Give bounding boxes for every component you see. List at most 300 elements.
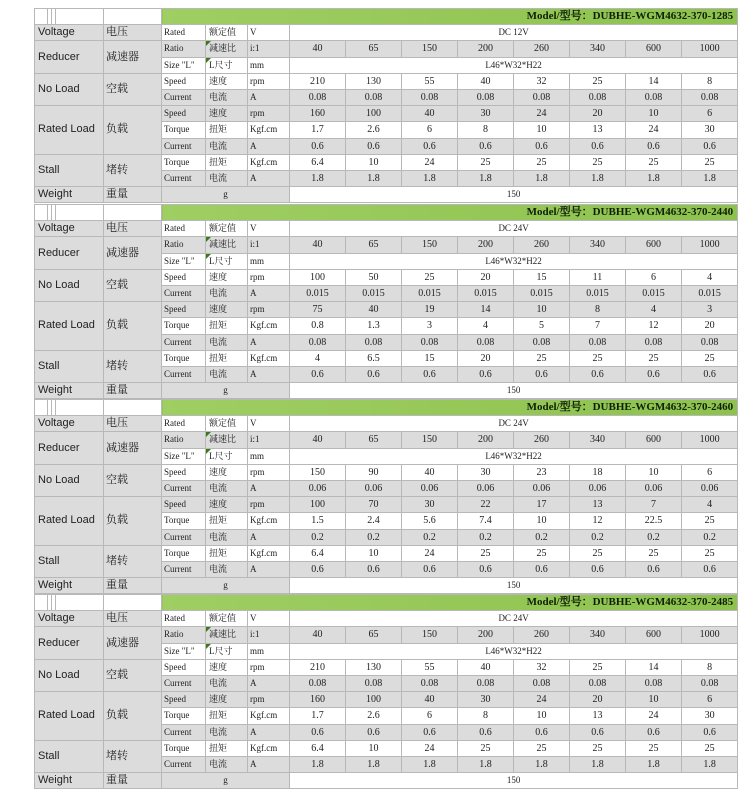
- size-value: L46*W32*H22: [290, 57, 738, 73]
- ratio-value: 600: [626, 627, 682, 643]
- noload-speed-value: 40: [402, 464, 458, 480]
- rated-speed-value: 100: [346, 692, 402, 708]
- current-label-cn: 电流: [206, 562, 248, 578]
- stall-label-cn: 堵转: [104, 154, 162, 186]
- speed-unit: rpm: [248, 106, 290, 122]
- rated-speed-value: 4: [682, 497, 738, 513]
- ratio-unit: i:1: [248, 432, 290, 448]
- noload-current-value: 0.08: [514, 90, 570, 106]
- weight-label-cn: 重量: [104, 383, 162, 399]
- reducer-label: Reducer: [35, 627, 104, 659]
- ratio-value: 260: [514, 432, 570, 448]
- rated-torque-value: 2.6: [346, 708, 402, 724]
- stall-torque-value: 25: [626, 350, 682, 366]
- noload-current-value: 0.08: [682, 676, 738, 692]
- rated-torque-value: 2.4: [346, 513, 402, 529]
- speed-label: Speed: [162, 106, 206, 122]
- ratio-value: 1000: [682, 41, 738, 57]
- rated-speed-value: 17: [514, 497, 570, 513]
- rated-current-value: 0.6: [458, 138, 514, 154]
- ratio-value: 65: [346, 627, 402, 643]
- voltage-label-cn: 电压: [104, 611, 162, 627]
- noload-speed-row: [35, 269, 738, 285]
- current-label: Current: [162, 286, 206, 302]
- rated-speed-value: 30: [458, 106, 514, 122]
- rated-torque-value: 1.3: [346, 318, 402, 334]
- noload-current-value: 0.08: [514, 676, 570, 692]
- current-label: Current: [162, 334, 206, 350]
- stall-current-value: 0.6: [626, 367, 682, 383]
- reducer-label: Reducer: [35, 237, 104, 269]
- noload-speed-value: 55: [402, 659, 458, 675]
- ratio-value: 40: [290, 41, 346, 57]
- stall-current-value: 1.8: [570, 757, 626, 773]
- size-value: L46*W32*H22: [290, 253, 738, 269]
- size-label-cn: L尺寸: [206, 57, 248, 73]
- rated-torque-value: 10: [514, 513, 570, 529]
- speed-label-cn: 速度: [206, 464, 248, 480]
- current-label-cn: 电流: [206, 676, 248, 692]
- noload-label-cn: 空载: [104, 464, 162, 496]
- rated-speed-value: 100: [290, 497, 346, 513]
- torque-label-cn: 扭矩: [206, 318, 248, 334]
- stall-current-value: 0.6: [514, 367, 570, 383]
- noload-speed-value: 100: [290, 269, 346, 285]
- ratio-value: 1000: [682, 627, 738, 643]
- ratio-value: 65: [346, 432, 402, 448]
- noload-speed-value: 40: [458, 73, 514, 89]
- stall-label: Stall: [35, 154, 104, 186]
- noload-speed-value: 6: [682, 464, 738, 480]
- size-label: Size "L": [162, 253, 206, 269]
- model-row: [35, 9, 738, 25]
- ratedload-label-cn: 负载: [104, 692, 162, 741]
- rated-current-value: 0.08: [290, 334, 346, 350]
- current-label-cn: 电流: [206, 138, 248, 154]
- ratedload-label: Rated Load: [35, 692, 104, 741]
- noload-speed-value: 50: [346, 269, 402, 285]
- ratio-value: 40: [290, 627, 346, 643]
- ratio-value: 1000: [682, 432, 738, 448]
- rated-current-value: 0.6: [402, 138, 458, 154]
- current-label-cn: 电流: [206, 481, 248, 497]
- stall-torque-value: 25: [458, 545, 514, 561]
- ratio-row: [35, 627, 738, 643]
- voltage-row: [35, 611, 738, 627]
- rated-torque-value: 22.5: [626, 513, 682, 529]
- noload-current-value: 0.08: [570, 676, 626, 692]
- speed-unit: rpm: [248, 269, 290, 285]
- noload-speed-value: 8: [682, 659, 738, 675]
- current-unit: A: [248, 171, 290, 187]
- noload-speed-value: 150: [290, 464, 346, 480]
- model-title: Model/型号：DUBHE-WGM4632-370-2485: [162, 595, 738, 611]
- noload-current-value: 0.08: [346, 90, 402, 106]
- rated-current-value: 0.6: [626, 138, 682, 154]
- stall-torque-value: 25: [682, 350, 738, 366]
- rated-speed-value: 20: [570, 692, 626, 708]
- stall-torque-value: 25: [514, 350, 570, 366]
- noload-speed-value: 8: [682, 73, 738, 89]
- rated-current-value: 0.2: [290, 529, 346, 545]
- spec-table-2: [34, 204, 738, 399]
- noload-speed-value: 11: [570, 269, 626, 285]
- rated-speed-value: 22: [458, 497, 514, 513]
- voltage-value: DC 24V: [290, 611, 738, 627]
- current-label: Current: [162, 138, 206, 154]
- current-unit: A: [248, 676, 290, 692]
- stall-torque-value: 6.4: [290, 545, 346, 561]
- ratio-value: 600: [626, 237, 682, 253]
- rated-current-value: 0.2: [682, 529, 738, 545]
- torque-unit: Kgf.cm: [248, 708, 290, 724]
- size-label: Size "L": [162, 448, 206, 464]
- stall-current-value: 1.8: [290, 171, 346, 187]
- current-label: Current: [162, 676, 206, 692]
- current-label-cn: 电流: [206, 367, 248, 383]
- rated-label-cn: 额定值: [206, 416, 248, 432]
- rated-current-value: 0.6: [626, 724, 682, 740]
- torque-label: Torque: [162, 740, 206, 756]
- noload-speed-row: [35, 464, 738, 480]
- rated-speed-value: 10: [514, 302, 570, 318]
- speed-label: Speed: [162, 497, 206, 513]
- noload-current-value: 0.08: [626, 90, 682, 106]
- ratio-value: 340: [570, 41, 626, 57]
- stall-current-value: 0.6: [626, 562, 682, 578]
- torque-label-cn: 扭矩: [206, 154, 248, 170]
- reducer-label: Reducer: [35, 41, 104, 73]
- voltage-label: Voltage: [35, 416, 104, 432]
- rated-label: Rated: [162, 416, 206, 432]
- torque-unit: Kgf.cm: [248, 318, 290, 334]
- speed-label: Speed: [162, 659, 206, 675]
- rated-torque-value: 20: [682, 318, 738, 334]
- voltage-row: [35, 221, 738, 237]
- torque-label-cn: 扭矩: [206, 740, 248, 756]
- weight-unit: g: [162, 578, 290, 594]
- ratio-value: 340: [570, 237, 626, 253]
- weight-label: Weight: [35, 187, 104, 203]
- size-unit: mm: [248, 57, 290, 73]
- current-label: Current: [162, 367, 206, 383]
- stall-torque-value: 24: [402, 545, 458, 561]
- torque-label: Torque: [162, 350, 206, 366]
- noload-speed-value: 90: [346, 464, 402, 480]
- stall-current-value: 1.8: [514, 757, 570, 773]
- speed-unit: rpm: [248, 464, 290, 480]
- reducer-label-cn: 减速器: [104, 432, 162, 464]
- ratedload-label-cn: 负载: [104, 302, 162, 351]
- noload-speed-value: 32: [514, 73, 570, 89]
- voltage-value: DC 24V: [290, 221, 738, 237]
- ratio-value: 150: [402, 432, 458, 448]
- ratio-row: [35, 41, 738, 57]
- torque-unit: Kgf.cm: [248, 545, 290, 561]
- model-row: [35, 205, 738, 221]
- noload-speed-value: 210: [290, 659, 346, 675]
- ratio-value: 200: [458, 41, 514, 57]
- rated-speed-value: 10: [626, 106, 682, 122]
- torque-unit: Kgf.cm: [248, 154, 290, 170]
- ratio-value: 200: [458, 432, 514, 448]
- stall-torque-value: 10: [346, 545, 402, 561]
- rated-torque-value: 13: [570, 122, 626, 138]
- noload-current-value: 0.015: [290, 286, 346, 302]
- stall-current-value: 0.6: [346, 367, 402, 383]
- model-row: [35, 595, 738, 611]
- weight-label-cn: 重量: [104, 578, 162, 594]
- noload-current-value: 0.08: [346, 676, 402, 692]
- stall-torque-value: 25: [514, 545, 570, 561]
- stall-current-value: 1.8: [626, 171, 682, 187]
- stall-torque-value: 25: [458, 154, 514, 170]
- rated-speed-value: 8: [570, 302, 626, 318]
- weight-unit: g: [162, 187, 290, 203]
- noload-speed-value: 130: [346, 659, 402, 675]
- rated-current-value: 0.6: [570, 724, 626, 740]
- stall-current-value: 1.8: [570, 171, 626, 187]
- stall-torque-value: 6.4: [290, 740, 346, 756]
- stall-torque-value: 6.5: [346, 350, 402, 366]
- rated-torque-value: 3: [402, 318, 458, 334]
- ratio-value: 1000: [682, 237, 738, 253]
- size-unit: mm: [248, 253, 290, 269]
- weight-label-cn: 重量: [104, 773, 162, 789]
- stall-torque-value: 24: [402, 154, 458, 170]
- noload-current-value: 0.015: [570, 286, 626, 302]
- reducer-label: Reducer: [35, 432, 104, 464]
- rated-torque-value: 12: [626, 318, 682, 334]
- voltage-label-cn: 电压: [104, 221, 162, 237]
- current-unit: A: [248, 286, 290, 302]
- voltage-unit: V: [248, 416, 290, 432]
- ratio-value: 150: [402, 627, 458, 643]
- ratio-label: Ratio: [162, 41, 206, 57]
- torque-label: Torque: [162, 708, 206, 724]
- weight-label-cn: 重量: [104, 187, 162, 203]
- current-label-cn: 电流: [206, 286, 248, 302]
- rated-speed-value: 30: [458, 692, 514, 708]
- torque-label: Torque: [162, 318, 206, 334]
- stall-torque-value: 25: [682, 545, 738, 561]
- stall-torque-value: 10: [346, 154, 402, 170]
- rated-current-value: 0.2: [626, 529, 682, 545]
- rated-torque-value: 5.6: [402, 513, 458, 529]
- model-row: [35, 400, 738, 416]
- rated-speed-value: 14: [458, 302, 514, 318]
- stall-torque-value: 10: [346, 740, 402, 756]
- voltage-label-cn: 电压: [104, 416, 162, 432]
- rated-speed-row: [35, 692, 738, 708]
- rated-current-value: 0.08: [402, 334, 458, 350]
- speed-label-cn: 速度: [206, 692, 248, 708]
- rated-torque-value: 7: [570, 318, 626, 334]
- noload-current-value: 0.08: [290, 676, 346, 692]
- rated-torque-value: 2.6: [346, 122, 402, 138]
- stall-current-value: 0.6: [682, 562, 738, 578]
- spec-table-3: [34, 399, 738, 594]
- noload-speed-value: 18: [570, 464, 626, 480]
- stall-torque-value: 25: [514, 740, 570, 756]
- rated-current-value: 0.6: [514, 724, 570, 740]
- ratio-value: 65: [346, 41, 402, 57]
- rated-current-value: 0.08: [458, 334, 514, 350]
- ratio-value: 40: [290, 432, 346, 448]
- rated-speed-value: 6: [682, 692, 738, 708]
- rated-speed-value: 40: [402, 106, 458, 122]
- rated-current-value: 0.2: [402, 529, 458, 545]
- torque-label-cn: 扭矩: [206, 350, 248, 366]
- stall-torque-value: 25: [570, 545, 626, 561]
- rated-current-value: 0.08: [570, 334, 626, 350]
- size-value: L46*W32*H22: [290, 643, 738, 659]
- voltage-unit: V: [248, 25, 290, 41]
- noload-speed-value: 14: [626, 659, 682, 675]
- noload-current-value: 0.06: [626, 481, 682, 497]
- rated-speed-value: 24: [514, 106, 570, 122]
- weight-label: Weight: [35, 578, 104, 594]
- ratedload-label: Rated Load: [35, 106, 104, 155]
- noload-current-value: 0.06: [514, 481, 570, 497]
- voltage-label: Voltage: [35, 611, 104, 627]
- voltage-unit: V: [248, 611, 290, 627]
- model-title: Model/型号：DUBHE-WGM4632-370-2460: [162, 400, 738, 416]
- weight-value: 150: [290, 187, 738, 203]
- spec-table-1: [34, 8, 738, 203]
- rated-speed-value: 13: [570, 497, 626, 513]
- noload-current-value: 0.08: [458, 90, 514, 106]
- stall-torque-row: [35, 545, 738, 561]
- current-label-cn: 电流: [206, 529, 248, 545]
- noload-current-value: 0.08: [458, 676, 514, 692]
- current-unit: A: [248, 529, 290, 545]
- speed-label: Speed: [162, 269, 206, 285]
- reducer-label-cn: 减速器: [104, 41, 162, 73]
- current-label-cn: 电流: [206, 334, 248, 350]
- current-label-cn: 电流: [206, 757, 248, 773]
- torque-label: Torque: [162, 513, 206, 529]
- rated-current-value: 0.6: [514, 138, 570, 154]
- torque-unit: Kgf.cm: [248, 122, 290, 138]
- rated-speed-value: 40: [402, 692, 458, 708]
- weight-unit: g: [162, 383, 290, 399]
- stall-torque-value: 25: [570, 350, 626, 366]
- rated-current-value: 0.08: [514, 334, 570, 350]
- ratio-value: 65: [346, 237, 402, 253]
- noload-current-value: 0.08: [682, 90, 738, 106]
- rated-label-cn: 额定值: [206, 221, 248, 237]
- speed-label: Speed: [162, 302, 206, 318]
- speed-unit: rpm: [248, 73, 290, 89]
- noload-current-value: 0.08: [402, 676, 458, 692]
- stall-torque-value: 25: [626, 740, 682, 756]
- current-label: Current: [162, 724, 206, 740]
- rated-torque-value: 4: [458, 318, 514, 334]
- rated-current-value: 0.6: [402, 724, 458, 740]
- current-label-cn: 电流: [206, 724, 248, 740]
- noload-current-value: 0.06: [458, 481, 514, 497]
- torque-label-cn: 扭矩: [206, 122, 248, 138]
- speed-label-cn: 速度: [206, 106, 248, 122]
- size-value: L46*W32*H22: [290, 448, 738, 464]
- stall-label: Stall: [35, 545, 104, 577]
- stall-current-value: 1.8: [346, 757, 402, 773]
- torque-label-cn: 扭矩: [206, 708, 248, 724]
- torque-label: Torque: [162, 545, 206, 561]
- current-label: Current: [162, 757, 206, 773]
- stall-label: Stall: [35, 350, 104, 382]
- rated-current-value: 0.6: [458, 724, 514, 740]
- voltage-row: [35, 25, 738, 41]
- ratio-label-cn: 减速比: [206, 432, 248, 448]
- rated-speed-value: 24: [514, 692, 570, 708]
- current-unit: A: [248, 90, 290, 106]
- noload-speed-value: 130: [346, 73, 402, 89]
- torque-label-cn: 扭矩: [206, 545, 248, 561]
- rated-speed-value: 160: [290, 692, 346, 708]
- noload-speed-row: [35, 73, 738, 89]
- ratedload-label: Rated Load: [35, 497, 104, 546]
- rated-label: Rated: [162, 25, 206, 41]
- stall-current-value: 1.8: [682, 171, 738, 187]
- weight-label: Weight: [35, 383, 104, 399]
- noload-speed-row: [35, 659, 738, 675]
- torque-unit: Kgf.cm: [248, 350, 290, 366]
- speed-label-cn: 速度: [206, 302, 248, 318]
- rated-speed-value: 6: [682, 106, 738, 122]
- ratio-value: 150: [402, 237, 458, 253]
- weight-label: Weight: [35, 773, 104, 789]
- noload-current-value: 0.06: [682, 481, 738, 497]
- stall-current-value: 1.8: [514, 171, 570, 187]
- noload-current-value: 0.06: [570, 481, 626, 497]
- current-unit: A: [248, 138, 290, 154]
- noload-speed-value: 20: [458, 269, 514, 285]
- stall-current-value: 1.8: [290, 757, 346, 773]
- rated-current-value: 0.6: [682, 724, 738, 740]
- noload-label-cn: 空载: [104, 73, 162, 105]
- rated-torque-value: 25: [682, 513, 738, 529]
- stall-current-value: 0.6: [402, 562, 458, 578]
- stall-label-cn: 堵转: [104, 740, 162, 772]
- stall-torque-value: 6.4: [290, 154, 346, 170]
- rated-torque-value: 1.7: [290, 708, 346, 724]
- rated-current-value: 0.08: [346, 334, 402, 350]
- size-unit: mm: [248, 643, 290, 659]
- stall-torque-value: 25: [682, 154, 738, 170]
- stall-torque-row: [35, 740, 738, 756]
- current-label: Current: [162, 562, 206, 578]
- torque-unit: Kgf.cm: [248, 740, 290, 756]
- noload-label-cn: 空载: [104, 659, 162, 691]
- stall-label-cn: 堵转: [104, 350, 162, 382]
- weight-row: [35, 383, 738, 399]
- rated-current-value: 0.6: [346, 724, 402, 740]
- ratio-value: 260: [514, 237, 570, 253]
- stall-current-value: 1.8: [402, 171, 458, 187]
- rated-torque-value: 13: [570, 708, 626, 724]
- stall-torque-value: 24: [402, 740, 458, 756]
- speed-label: Speed: [162, 73, 206, 89]
- ratio-unit: i:1: [248, 627, 290, 643]
- speed-label: Speed: [162, 692, 206, 708]
- ratio-value: 260: [514, 627, 570, 643]
- rated-torque-value: 10: [514, 122, 570, 138]
- rated-label: Rated: [162, 611, 206, 627]
- spec-table-4: [34, 594, 738, 789]
- stall-current-value: 0.6: [458, 367, 514, 383]
